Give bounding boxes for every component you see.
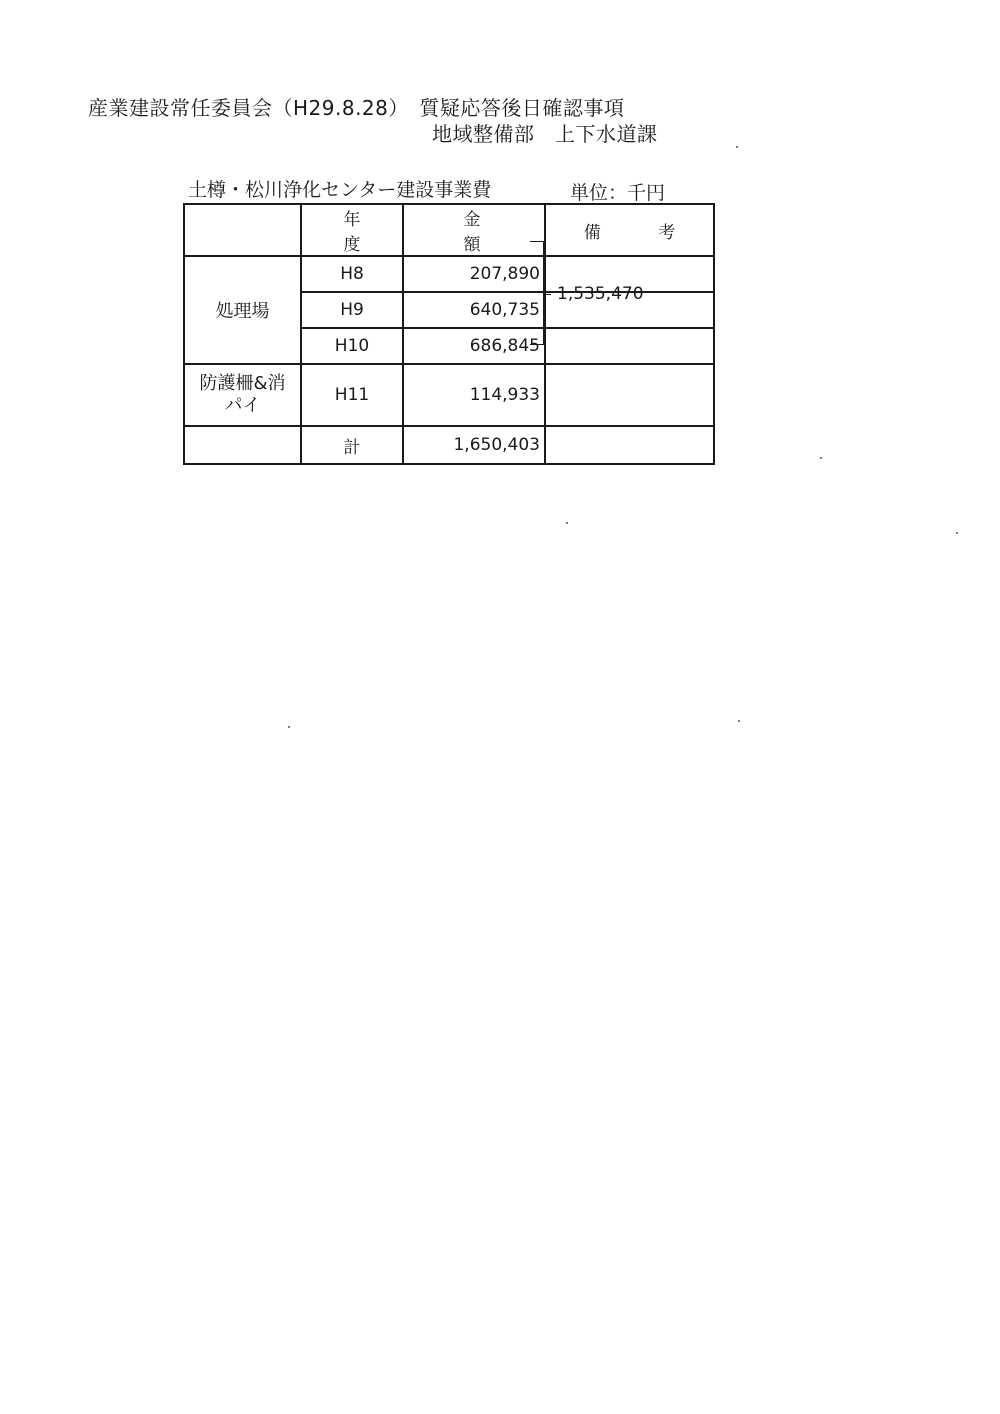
unit-label: 単位：千円 <box>570 182 666 204</box>
category-cell: 処理場 <box>184 256 301 364</box>
scan-speck <box>566 522 568 524</box>
header-amount: 金 額 <box>403 204 545 256</box>
table-row <box>184 364 714 426</box>
category-line: パイ <box>224 395 261 416</box>
header-year: 年 度 <box>301 204 403 256</box>
year-cell: H10 <box>301 328 403 364</box>
subtotal-bracket-tick <box>544 294 551 295</box>
subtotal-bracket <box>530 241 544 345</box>
remarks-cell <box>545 426 714 464</box>
header-remarks: 備 考 <box>545 204 714 256</box>
year-cell: H9 <box>301 292 403 328</box>
table-title: 土樽・松川浄化センター建設事業費 <box>188 179 492 201</box>
remarks-cell <box>545 328 714 364</box>
amount-cell: 207,890 <box>403 256 545 292</box>
amount-cell: 114,933 <box>403 364 545 426</box>
department-label: 地域整備部 上下水道課 <box>432 122 658 146</box>
table-header-row <box>184 204 714 256</box>
total-amount: 1,650,403 <box>403 426 545 464</box>
amount-cell: 686,845 <box>403 328 545 364</box>
subtotal-value: 1,535,470 <box>557 284 644 304</box>
scan-speck <box>820 457 822 459</box>
scan-speck <box>956 532 958 534</box>
category-line: 防護柵&消 <box>199 373 286 394</box>
cost-table <box>183 203 715 465</box>
header-blank-cell <box>184 204 301 256</box>
amount-cell: 640,735 <box>403 292 545 328</box>
scan-speck <box>738 720 740 722</box>
total-row <box>184 426 714 464</box>
category-cell <box>184 364 301 426</box>
year-cell: H11 <box>301 364 403 426</box>
document-heading: 産業建設常任委員会（H29.8.28） 質疑応答後日確認事項 <box>88 96 625 120</box>
total-blank-cell <box>184 426 301 464</box>
remarks-cell <box>545 364 714 426</box>
year-cell: H8 <box>301 256 403 292</box>
total-label: 計 <box>301 426 403 464</box>
scan-speck <box>736 146 738 148</box>
scan-speck <box>288 726 290 728</box>
